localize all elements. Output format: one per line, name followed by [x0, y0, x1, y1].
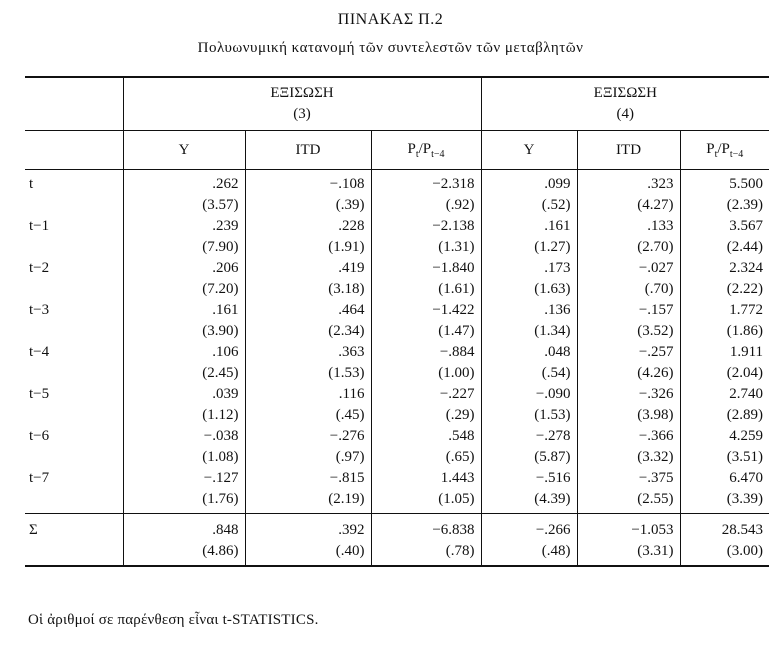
row-label-blank: [25, 363, 123, 384]
tstat-cell: (3.57): [123, 195, 245, 216]
coef-cell: 28.543: [680, 514, 769, 542]
row-label-blank: [25, 237, 123, 258]
col-header-itd-eq4-text: ITD: [616, 141, 642, 158]
tstat-cell: (.92): [371, 195, 481, 216]
footnote: Οἱ ἀριθμοί σε παρένθεση εἶναι t-STATISTICS.: [28, 612, 319, 628]
col-header-y-eq3: [123, 131, 245, 170]
row-label-blank: [25, 195, 123, 216]
col-header-y-eq4: [481, 131, 577, 170]
coef-cell: .161: [481, 216, 577, 237]
coef-cell: −.815: [245, 468, 371, 489]
coef-cell: −.090: [481, 384, 577, 405]
tstat-cell: (2.89): [680, 405, 769, 426]
row-label-blank: [25, 321, 123, 342]
p-subscript-t: t: [415, 148, 419, 160]
coef-row: [25, 514, 769, 542]
coef-row: [25, 300, 769, 321]
row-label: t−6: [29, 428, 50, 444]
row-label: t: [29, 176, 34, 192]
tstat-row: [25, 321, 769, 342]
coef-cell: −.516: [481, 468, 577, 489]
tstat-cell: (1.91): [245, 237, 371, 258]
coef-cell: 2.740: [680, 384, 769, 405]
coef-cell: .048: [481, 342, 577, 363]
tstat-cell: (.29): [371, 405, 481, 426]
coef-cell: −1.422: [371, 300, 481, 321]
coef-cell: .323: [577, 170, 680, 196]
coef-cell: −.266: [481, 514, 577, 542]
coef-cell: −.366: [577, 426, 680, 447]
equation-4-number: (4): [616, 106, 635, 122]
tstat-cell: (1.31): [371, 237, 481, 258]
coefficient-table: [25, 76, 769, 567]
col-header-y-eq4-text: Y: [523, 141, 535, 158]
equation-3-name: ΕΞΙΣΩΣΗ: [270, 85, 334, 101]
row-label-blank: [25, 405, 123, 426]
tstat-cell: (2.19): [245, 489, 371, 514]
coef-row: [25, 426, 769, 447]
tstat-cell: (3.32): [577, 447, 680, 468]
coef-cell: .363: [245, 342, 371, 363]
coef-cell: 6.470: [680, 468, 769, 489]
coef-cell: 1.911: [680, 342, 769, 363]
coef-cell: −6.838: [371, 514, 481, 542]
coef-cell: .173: [481, 258, 577, 279]
coef-cell: −.227: [371, 384, 481, 405]
coef-cell: .548: [371, 426, 481, 447]
coef-cell: .039: [123, 384, 245, 405]
tstat-cell: (1.76): [123, 489, 245, 514]
coef-row: [25, 468, 769, 489]
tstat-cell: (3.90): [123, 321, 245, 342]
p-slash-letter: /P: [418, 140, 432, 157]
coef-cell: −2.318: [371, 170, 481, 196]
tstat-cell: (.39): [245, 195, 371, 216]
coef-cell: .161: [123, 300, 245, 321]
coef-cell: −.375: [577, 468, 680, 489]
p-subscript-t4: t−4: [729, 148, 744, 160]
tstat-cell: (1.86): [680, 321, 769, 342]
row-label-blank: [25, 489, 123, 514]
coef-cell: −.278: [481, 426, 577, 447]
tstat-cell: (5.87): [481, 447, 577, 468]
coef-cell: .419: [245, 258, 371, 279]
tstat-cell: (2.34): [245, 321, 371, 342]
tstat-cell: (1.12): [123, 405, 245, 426]
row-label-blank: [25, 541, 123, 566]
row-label: t−7: [29, 470, 50, 486]
tstat-cell: (1.27): [481, 237, 577, 258]
tstat-row: [25, 237, 769, 258]
p-letter: P: [407, 140, 416, 157]
tstat-cell: (3.18): [245, 279, 371, 300]
coef-cell: −1.840: [371, 258, 481, 279]
coef-cell: .099: [481, 170, 577, 196]
coef-row: [25, 342, 769, 363]
col-header-itd-eq3: [245, 131, 371, 170]
table-subtitle: Πολυωνυμική κατανομή τῶν συντελεστῶν τῶν μεταβλητῶν: [197, 40, 584, 56]
tstat-cell: (4.86): [123, 541, 245, 566]
column-header-row: [25, 131, 769, 170]
row-label: t−5: [29, 386, 50, 402]
tstat-cell: (2.22): [680, 279, 769, 300]
tstat-cell: (7.20): [123, 279, 245, 300]
tstat-row: [25, 447, 769, 468]
col-header-y-eq3-text: Y: [178, 141, 190, 158]
tstat-row: [25, 279, 769, 300]
col-header-itd-eq4: [577, 131, 680, 170]
coef-cell: −1.053: [577, 514, 680, 542]
coef-cell: −.127: [123, 468, 245, 489]
tstat-cell: (1.53): [481, 405, 577, 426]
tstat-cell: (1.08): [123, 447, 245, 468]
tstat-cell: (2.44): [680, 237, 769, 258]
coef-cell: .228: [245, 216, 371, 237]
coef-cell: 1.443: [371, 468, 481, 489]
tstat-cell: (1.53): [245, 363, 371, 384]
tstat-cell: (1.05): [371, 489, 481, 514]
tstat-cell: (1.34): [481, 321, 577, 342]
tstat-cell: (.48): [481, 541, 577, 566]
coef-cell: .116: [245, 384, 371, 405]
p-subscript-t4: t−4: [431, 148, 445, 160]
coef-cell: .464: [245, 300, 371, 321]
col-header-itd-eq3-text: ITD: [295, 141, 321, 158]
coef-row: [25, 384, 769, 405]
tstat-cell: (3.51): [680, 447, 769, 468]
coef-cell: .136: [481, 300, 577, 321]
coef-cell: −.884: [371, 342, 481, 363]
equation-4-header: [481, 77, 769, 131]
table-sum: [25, 514, 769, 567]
tstat-cell: (1.00): [371, 363, 481, 384]
tstat-row: [25, 363, 769, 384]
tstat-row: [25, 541, 769, 566]
tstat-cell: (1.63): [481, 279, 577, 300]
tstat-row: [25, 489, 769, 514]
tstat-cell: (4.26): [577, 363, 680, 384]
tstat-cell: (7.90): [123, 237, 245, 258]
coef-cell: −.108: [245, 170, 371, 196]
table-body: [25, 170, 769, 514]
tstat-cell: (3.00): [680, 541, 769, 566]
p-subscript-t: t: [714, 148, 718, 160]
col-header-p-eq3: [371, 131, 481, 170]
equation-4-name: ΕΞΙΣΩΣΗ: [593, 85, 657, 101]
p-slash-letter: /P: [717, 140, 730, 157]
tstat-cell: (.54): [481, 363, 577, 384]
col-header-p-eq4: [680, 131, 769, 170]
coef-cell: 4.259: [680, 426, 769, 447]
equation-3-number: (3): [293, 106, 311, 122]
equation-header-row: [25, 77, 769, 131]
coef-row: [25, 258, 769, 279]
p-letter: P: [706, 140, 715, 157]
row-label-blank: [25, 279, 123, 300]
row-label: Σ: [29, 522, 38, 538]
coef-cell: .106: [123, 342, 245, 363]
tstat-cell: (1.61): [371, 279, 481, 300]
coef-cell: .133: [577, 216, 680, 237]
tstat-cell: (4.27): [577, 195, 680, 216]
tstat-cell: (3.98): [577, 405, 680, 426]
tstat-cell: (.40): [245, 541, 371, 566]
coef-cell: −.257: [577, 342, 680, 363]
row-label-header: [25, 131, 123, 170]
tstat-cell: (.45): [245, 405, 371, 426]
coef-cell: .206: [123, 258, 245, 279]
coef-cell: −2.138: [371, 216, 481, 237]
coef-cell: −.276: [245, 426, 371, 447]
equation-3-header: [123, 77, 481, 131]
tstat-cell: (3.39): [680, 489, 769, 514]
row-label: t−1: [29, 218, 50, 234]
coef-row: [25, 216, 769, 237]
tstat-cell: (.52): [481, 195, 577, 216]
table-title: ΠΙΝΑΚΑΣ Π.2: [337, 11, 444, 28]
tstat-cell: (2.04): [680, 363, 769, 384]
tstat-cell: (2.70): [577, 237, 680, 258]
tstat-row: [25, 195, 769, 216]
tstat-cell: (3.31): [577, 541, 680, 566]
coef-cell: 2.324: [680, 258, 769, 279]
row-label-blank: [25, 447, 123, 468]
tstat-cell: (.65): [371, 447, 481, 468]
tstat-row: [25, 405, 769, 426]
row-label: t−3: [29, 302, 50, 318]
tstat-cell: (4.39): [481, 489, 577, 514]
tstat-cell: (1.47): [371, 321, 481, 342]
row-label: t−4: [29, 344, 50, 360]
coef-cell: −.326: [577, 384, 680, 405]
coef-cell: .392: [245, 514, 371, 542]
coef-cell: .239: [123, 216, 245, 237]
tstat-cell: (2.45): [123, 363, 245, 384]
coef-cell: .848: [123, 514, 245, 542]
header-corner: [25, 77, 123, 131]
coef-cell: 3.567: [680, 216, 769, 237]
row-label: t−2: [29, 260, 50, 276]
coef-cell: .262: [123, 170, 245, 196]
coef-cell: −.038: [123, 426, 245, 447]
tstat-cell: (2.39): [680, 195, 769, 216]
tstat-cell: (3.52): [577, 321, 680, 342]
coef-cell: −.027: [577, 258, 680, 279]
coef-row: [25, 170, 769, 196]
tstat-cell: (.70): [577, 279, 680, 300]
tstat-cell: (.97): [245, 447, 371, 468]
tstat-cell: (.78): [371, 541, 481, 566]
coef-cell: −.157: [577, 300, 680, 321]
coef-cell: 1.772: [680, 300, 769, 321]
coef-cell: 5.500: [680, 170, 769, 196]
coefficient-table-container: [25, 76, 769, 567]
tstat-cell: (2.55): [577, 489, 680, 514]
